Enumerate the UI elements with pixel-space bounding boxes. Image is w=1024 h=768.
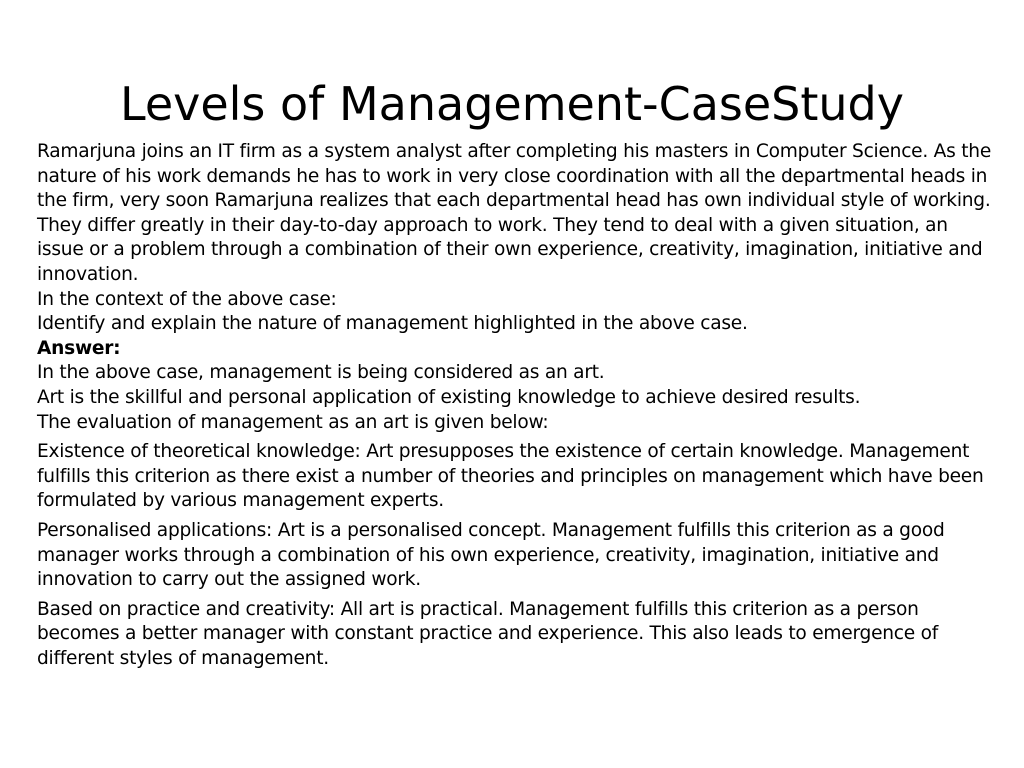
point-theoretical-knowledge: Existence of theoretical knowledge: Art presupposes the existence of certain knowledge. Management fulfills this criterion as there exist a number of theories and principles on management which have been formulated by various management experts. xyxy=(37,441,984,512)
slide-title: Levels of Management-CaseStudy xyxy=(120,77,904,131)
context-line: In the context of the above case: xyxy=(37,288,337,310)
answer-label: Answer: xyxy=(37,337,121,359)
point-personalised-applications: Personalised applications: Art is a personalised concept. Management fulfills this criterion as a good manager works through a combination of his own experience, creativity, imagination, initiative and innovation to carry out the assigned work. xyxy=(37,519,945,591)
answer-label-line xyxy=(37,337,997,362)
point-practice-creativity: Based on practice and creativity: All art is practical. Management fulfills this criterion as a person becomes a better manager with constant practice and experience. This also leads to emergence of different styles of management. xyxy=(37,598,939,669)
answer-intro: In the above case, management is being considered as an art. xyxy=(37,362,605,384)
slide-body xyxy=(37,140,997,671)
question-line: Identify and explain the nature of management highlighted in the above case. xyxy=(37,313,748,335)
case-paragraph: Ramarjuna joins an IT firm as a system analyst after completing his masters in Computer Science. As the nature of his work demands he has to work in very close coordination with all the departmental heads in the firm, very soon Ramarjuna realizes that each departmental head has own individual style of working. They differ greatly in their day-to-day approach to work. They tend to deal with a given situation, an issue or a problem through a combination of their own experience, creativity, imagination, initiative and innovation. xyxy=(37,141,992,285)
answer-evaluation: The evaluation of management as an art is given below: xyxy=(37,411,549,433)
answer-definition: Art is the skillful and personal application of existing knowledge to achieve desired results. xyxy=(37,386,861,408)
